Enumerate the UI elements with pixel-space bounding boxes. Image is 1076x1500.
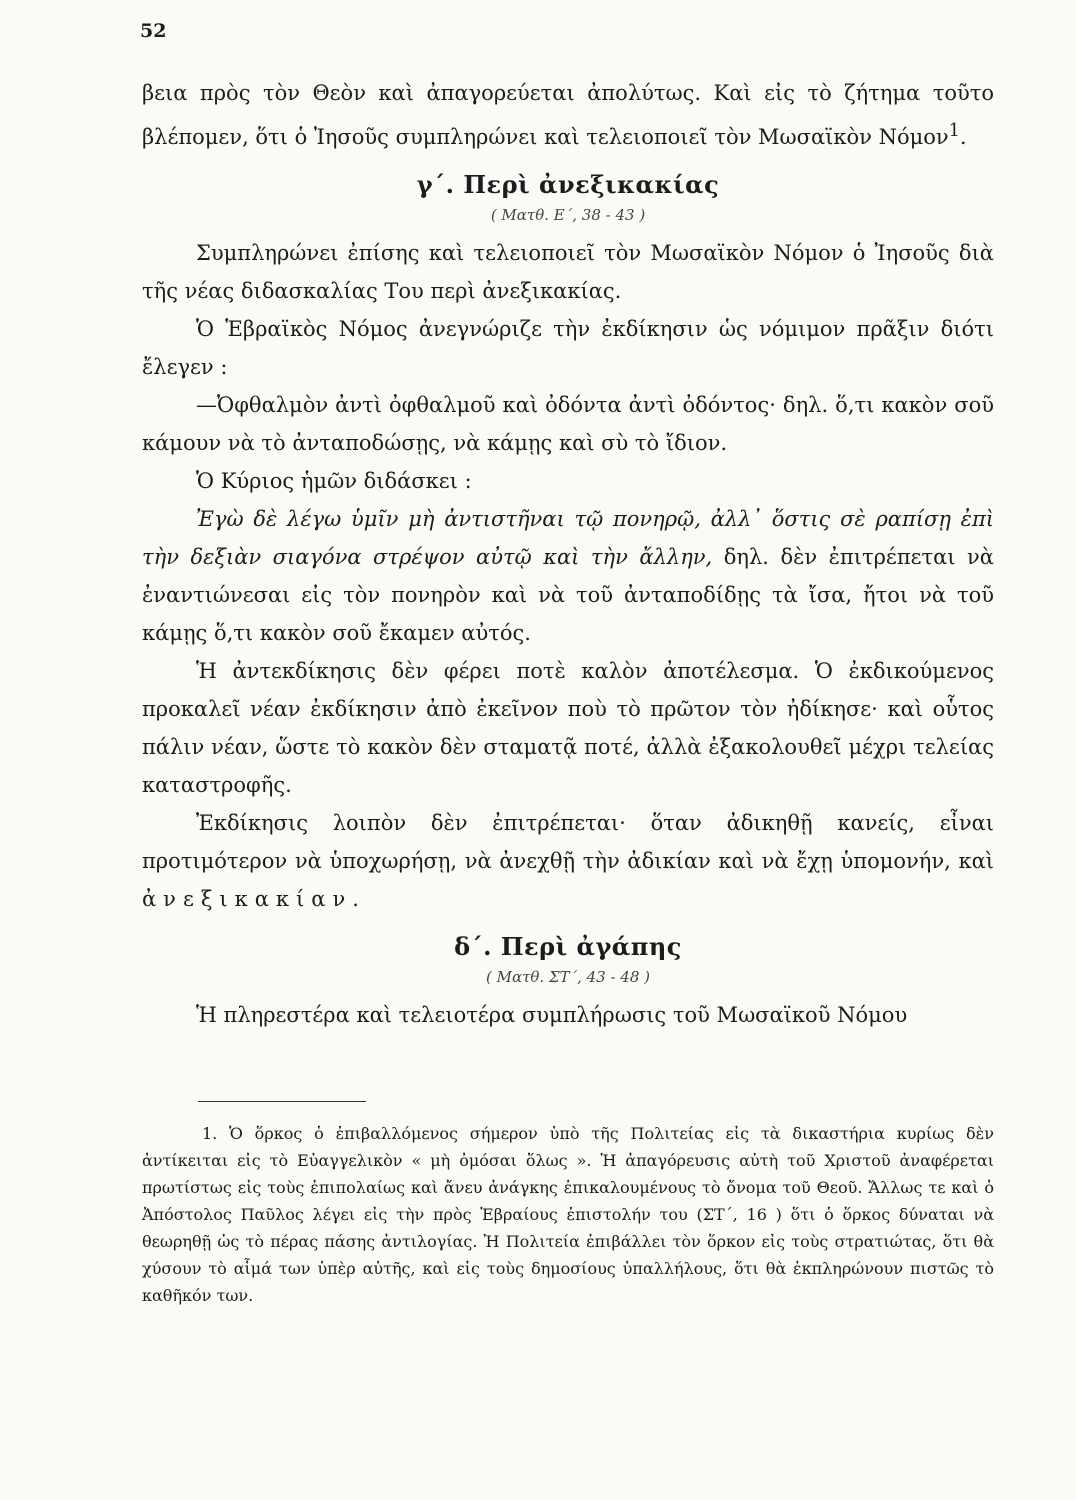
paragraph: Ἡ ἀντεκδίκησις δὲν φέρει ποτὲ καλὸν ἀποτέλεσμα. Ὁ ἐκδικούμενος προκαλεῖ νέαν ἐκδίκησιν ἀπὸ ἐκεῖνον ποὺ τὸ πρῶτον τὸν ἠδίκησε· καὶ οὗτος πάλιν νέαν, ὥστε τὸ κακὸν δὲν σταματᾷ ποτέ, ἀλλὰ ἐξακολουθεῖ μέχρι τελείας καταστροφῆς. (142, 659, 994, 797)
footnote-marker: 1 (948, 121, 960, 141)
quote-paragraph: —Ὀφθαλμὸν ἀντὶ ὀφθαλμοῦ καὶ ὀδόντα ἀντὶ ὀδόντος· δηλ. ὅ,τι κακὸν σοῦ κάμουν νὰ τὸ ἀνταποδώσῃς, νὰ κάμῃς καὶ σὺ τὸ ἴδιον. (142, 393, 994, 455)
paragraph: Ὁ Ἑβραϊκὸς Νόμος ἀνεγνώριζε τὴν ἐκδίκησιν ὡς νόμιμον πρᾶξιν διότι ἔλεγεν : (142, 317, 994, 379)
section-heading-c: γ΄. Περὶ ἀνεξικακίας (416, 170, 720, 199)
paragraph-end: . (352, 887, 359, 911)
paragraph-continuation (142, 74, 994, 156)
paragraph: Ὁ Κύριος ἡμῶν διδάσκει : (196, 469, 472, 493)
footnote: 1. Ὁ ὅρκος ὁ ἐπιβαλλόμενος σήμερον ὑπὸ τῆς Πολιτείας εἰς τὰ δικαστήρια κυρίως δὲν ἀντίκειται εἰς τὸ Εὐαγγελικὸν « μὴ ὀμόσαι ὅλως ». Ἡ ἀπαγόρευσις αὐτὴ τοῦ Χριστοῦ ἀναφέρεται πρωτίστως εἰς τοὺς ἐπιπολαίως καὶ ἄνευ ἀνάγκης ἐπικαλουμένους τὸ ὄνομα τοῦ Θεοῦ. Ἄλλως τε καὶ ὁ Ἀπόστολος Παῦλος λέγει εἰς τὴν πρὸς Ἑβραίους ἐπιστολήν του (ΣΤ΄, 16 ) ὅτι ὁ ὅρκος δύναται νὰ θεωρηθῇ ὡς τὸ πέρας πάσης ἀντιλογίας. Ἡ Πολιτεία ἐπιβάλλει τὸν ὅρκον εἰς τοὺς στρατιώτας, ὅτι θὰ χύσουν τὸ αἷμά των ὑπὲρ αὐτῆς, καὶ εἰς τοὺς δημοσίους ὑπαλλήλους, ὅτι θὰ ἐκπληρώνουν πιστῶς τὸ καθῆκόν των. (142, 1124, 994, 1305)
main-text (142, 74, 994, 1034)
paragraph-end: . (959, 125, 967, 149)
paragraph-text: δηλ. δὲν ἐπιτρέπεται νὰ ἐναντιώνεσαι εἰς τὸν πονηρὸν καὶ νὰ τοῦ ἀνταποδίδῃς τὰ ἴσα, ἤτοι νὰ τοῦ κάμῃς ὅ,τι κακὸν σοῦ ἔκαμεν αὐτός. (142, 545, 994, 645)
paragraph-text: βεια πρὸς τὸν Θεὸν καὶ ἀπαγορεύεται ἀπολύτως. Καὶ εἰς τὸ ζήτημα τοῦτο βλέπομεν, ὅτι ὁ Ἰησοῦς συμπληρώνει καὶ τελειοποιεῖ τὸν Μωσαϊκὸν Νόμον (142, 81, 994, 149)
paragraph: Συμπληρώνει ἐπίσης καὶ τελειοποιεῖ τὸν Μωσαϊκὸν Νόμον ὁ Ἰησοῦς διὰ τῆς νέας διδασκαλίας Του περὶ ἀνεξικακίας. (142, 241, 994, 303)
section-heading-d: δ΄. Περὶ ἀγάπης (454, 932, 682, 961)
scripture-reference-c: ( Ματθ. Ε΄, 38 - 43 ) (490, 206, 646, 224)
paragraph (142, 804, 994, 918)
page-number: 52 (140, 20, 167, 42)
italic-quote: Ἐγὼ δὲ λέγω ὑμῖν μὴ ἀντιστῆναι τῷ πονηρῷ, ἀλλ᾽ ὅστις σὲ ραπίσῃ ἐπὶ τὴν δεξιὰν σιαγόνα στρέψον αὐτῷ καὶ τὴν ἄλλην, (142, 507, 994, 569)
spaced-emphasis: ἀνεξικακίαν (142, 887, 353, 911)
scripture-quote-paragraph (142, 500, 994, 652)
scripture-reference-d: ( Ματθ. ΣΤ΄, 43 - 48 ) (485, 968, 651, 986)
paragraph-text: Ἐκδίκησις λοιπὸν δὲν ἐπιτρέπεται· ὅταν ἀδικηθῇ κανείς, εἶναι προτιμότερον νὰ ὑποχωρήσῃ, νὰ ἀνεχθῇ τὴν ἀδικίαν καὶ νὰ ἔχῃ ὑπομονήν, καὶ (142, 811, 994, 873)
paragraph: Ἡ πληρεστέρα καὶ τελειοτέρα συμπλήρωσις τοῦ Μωσαϊκοῦ Νόμου (196, 1003, 908, 1027)
footnote-divider (198, 1101, 366, 1102)
